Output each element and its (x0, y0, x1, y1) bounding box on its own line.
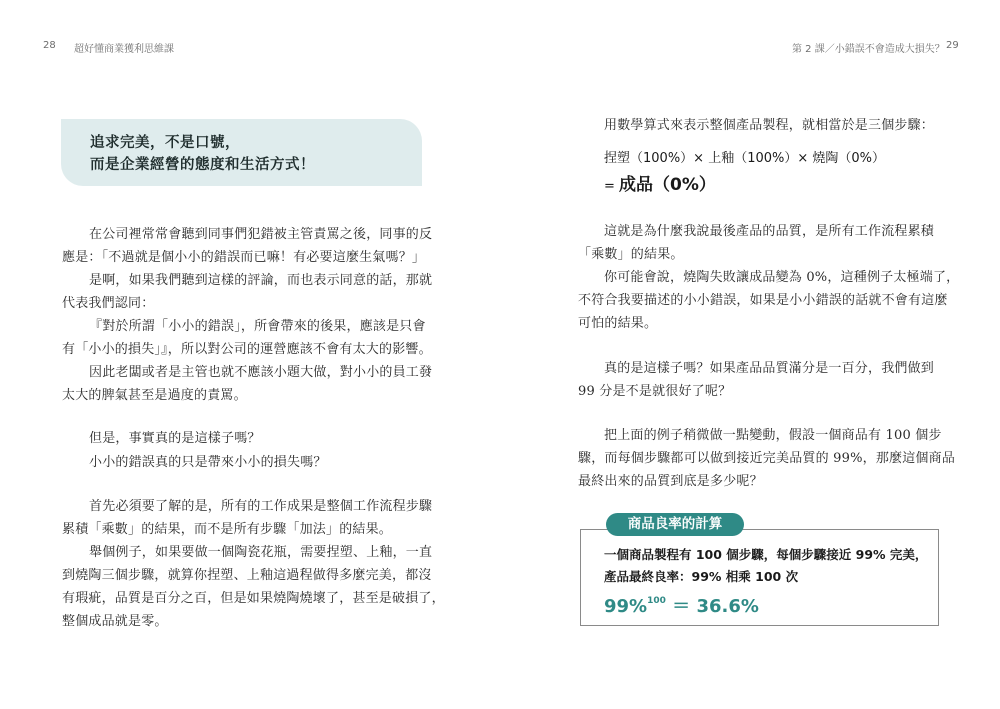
left-paragraph-line: 小小的錯誤真的只是帶來小小的損失嗎？ (89, 455, 327, 470)
left-running-head: 超好懂商業獲利思維課 (74, 44, 174, 55)
left-paragraph-line: 到燒陶三個步驟，就算你捏塑、上釉這過程做得多麼完美，都沒 (62, 568, 432, 583)
yield-equals-sign: ＝ (672, 596, 691, 617)
left-paragraph-line: 舉個例子，如果要做一個陶瓷花瓶，需要捏塑、上釉，一直 (89, 545, 433, 560)
yield-base: 99% (604, 596, 648, 617)
left-page-number: 28 (43, 40, 56, 51)
left-paragraph-line: 累積「乘數」的結果，而不是所有步驟「加法」的結果。 (62, 522, 393, 537)
right-paragraph-line: 不符合我要描述的小小錯誤，如果是小小錯誤的話就不會有這麼 (578, 293, 948, 308)
formula-line-1: 捏塑（100%）× 上釉（100%）× 燒陶（0%） (604, 151, 886, 166)
right-page-number: 29 (946, 40, 959, 51)
right-running-head: 第 2 課／小錯誤不會造成大損失？ (792, 44, 945, 55)
right-paragraph-line: 「乘數」的結果。 (578, 247, 684, 262)
left-paragraph-line: 『對於所謂「小小的錯誤」，所會帶來的後果，應該是只會 (89, 319, 426, 334)
right-paragraph-line: 用數學算式來表示整個產品製程，就相當於是三個步驟： (604, 118, 935, 133)
formula-line-2 (604, 170, 716, 195)
callout-line-2: 而是企業經營的態度和生活方式！ (90, 156, 315, 173)
yield-exponent: 100 (647, 596, 666, 606)
formula-equals: = (604, 179, 620, 194)
yield-equation (604, 592, 759, 618)
left-paragraph-line: 整個成品就是零。 (62, 614, 168, 629)
callout-line-1: 追求完美，不是口號， (90, 134, 240, 151)
right-paragraph-line: 把上面的例子稍微做一點變動，假設一個商品有 100 個步 (604, 428, 942, 443)
right-paragraph-line: 99 分是不是就很好了呢？ (578, 384, 732, 399)
left-paragraph-line: 是啊，如果我們聽到這樣的評論，而也表示同意的話，那就 (89, 273, 433, 288)
right-paragraph-line: 真的是這樣子嗎？如果產品品質滿分是一百分，我們做到 (604, 361, 935, 376)
right-paragraph-line: 可怕的結果。 (578, 316, 658, 331)
right-paragraph-line: 驟，而每個步驟都可以做到接近完美品質的 99%，那麼這個商品 (578, 451, 956, 466)
left-paragraph-line: 因此老闆或者是主管也就不應該小題大做，對小小的員工發 (89, 365, 433, 380)
yield-result: 36.6% (696, 596, 759, 617)
yield-box-title: 商品良率的計算 (606, 513, 744, 536)
left-paragraph-line: 太大的脾氣甚至是過度的責罵。 (62, 388, 247, 403)
right-paragraph-line: 你可能會說，燒陶失敗讓成品變為 0%，這種例子太極端了， (604, 270, 960, 285)
left-paragraph-line: 應是：「不過就是個小小的錯誤而已嘛！有必要這麼生氣嗎？」 (62, 250, 426, 265)
left-paragraph-line: 有瑕疵，品質是百分之百，但是如果燒陶燒壞了，甚至是破損了， (62, 591, 445, 606)
left-paragraph-line: 但是，事實真的是這樣子嗎？ (89, 431, 261, 446)
yield-box-line-1: 一個商品製程有 100 個步驟，每個步驟接近 99% 完美， (604, 547, 928, 562)
left-paragraph-line: 有「小小的損失」』，所以對公司的運營應該不會有太大的影響。 (62, 342, 432, 357)
left-paragraph-line: 代表我們認同： (62, 296, 155, 311)
formula-result: 成品（0%） (619, 175, 716, 195)
right-paragraph-line: 最終出來的品質到底是多少呢？ (578, 474, 763, 489)
callout-title (90, 132, 410, 176)
left-paragraph-line: 首先必須要了解的是，所有的工作成果是整個工作流程步驟 (89, 499, 433, 514)
yield-box-line-2: 產品最終良率：99% 相乘 100 次 (604, 569, 799, 584)
left-paragraph-line: 在公司裡常常會聽到同事們犯錯被主管責罵之後，同事的反 (89, 227, 433, 242)
right-paragraph-line: 這就是為什麼我說最後產品的品質，是所有工作流程累積 (604, 224, 935, 239)
